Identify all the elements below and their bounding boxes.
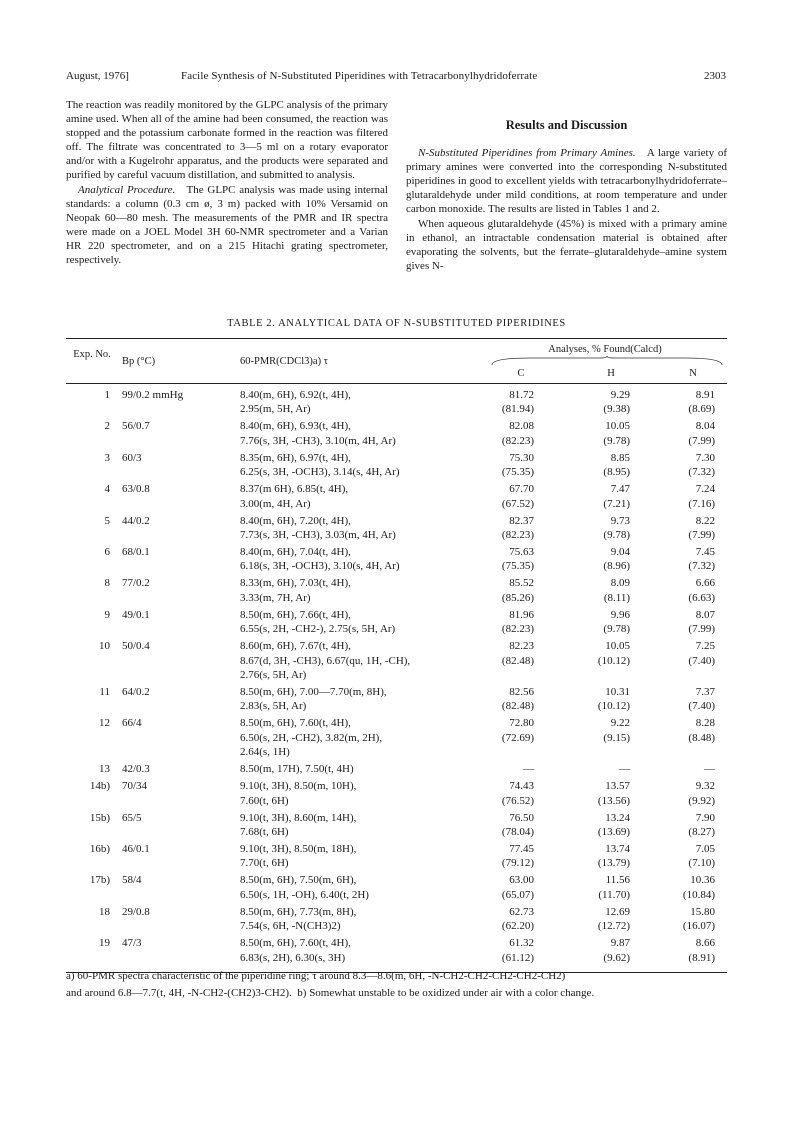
table-row (66, 482, 727, 511)
cell-pmr: 9.10(t, 3H), 8.50(m, 18H), 7.70(t, 6H) (240, 843, 357, 870)
cell-exp-no: 12 (99, 717, 110, 730)
table-row (66, 762, 727, 776)
cell-bp: 68/0.1 (122, 546, 150, 558)
cell-pmr: 8.50(m, 6H), 7.50(m, 6H), 6.50(s, 1H, -OH), 6.40(t, 2H) (240, 874, 369, 901)
paragraph-title: Analytical Procedure. (78, 183, 176, 196)
cell-bp: 70/34 (122, 780, 148, 793)
cell-c: 82.37 (82.23) (501, 514, 534, 541)
cell-h: 9.96 (9.78) (603, 608, 630, 636)
cell-n: 7.90 (8.27) (688, 811, 715, 838)
cell-n: 8.07 (7.99) (688, 608, 715, 636)
cell-bp: 60/3 (122, 451, 142, 464)
cell-pmr: 8.40(m, 6H), 7.04(t, 4H), 6.18(s, 3H, -OCH3), 3.10(s, 4H, Ar) (240, 546, 400, 573)
cell-pmr: 8.40(m, 6H), 6.93(t, 4H), 7.76(s, 3H, -CH3), 3.10(m, 4H, Ar) (240, 420, 396, 447)
table-row (66, 639, 727, 682)
paragraph-title: N-Substituted Piperidines from Primary Amines. (418, 147, 636, 160)
cell-n: 8.28 (8.48) (688, 717, 715, 744)
cell-pmr: 9.10(t, 3H), 8.60(m, 14H), 7.68(t, 6H) (240, 811, 357, 838)
section-heading: Results and Discussion (505, 118, 628, 132)
cell-bp: 49/0.1 (122, 608, 150, 621)
cell-h: 13.24 (13.69) (597, 811, 630, 838)
cell-bp: 56/0.7 (122, 420, 150, 433)
cell-exp-no: 19 (99, 937, 110, 950)
cell-n: 8.22 (7.99) (688, 514, 715, 541)
cell-bp: 46/0.1 (122, 843, 150, 855)
cell-n: 15.80 (16.07) (682, 905, 715, 933)
cell-exp-no: 9 (104, 608, 110, 621)
footnote-a-continued (66, 985, 727, 1002)
cell-pmr: 8.50(m, 6H), 7.00—7.70(m, 8H), 2.83(s, 5H, Ar) (240, 686, 387, 713)
cell-bp: 63/0.8 (122, 483, 150, 496)
cell-h: 8.85 (8.95) (603, 451, 630, 479)
paragraph-text: A large variety of primary amines were converted into the corresponding N-substituted piperidines in good to excellent yields with tetracarbonylhydridoferrate–glutaraldehyde under mild conditions, at room temperature and under carbon monoxide. The results are listed in Tables 1 and 2. (406, 147, 727, 216)
cell-bp: 47/3 (122, 937, 142, 950)
cell-n: 8.66 (8.91) (688, 937, 715, 964)
cell-bp: 65/5 (122, 811, 142, 824)
cell-exp-no: 3 (104, 451, 110, 464)
cell-c: 77.45 (79.12) (501, 843, 534, 870)
cell-c: 85.52 (85.26) (501, 577, 534, 604)
cell-exp-no: 17b) (89, 874, 110, 887)
cell-bp: 77/0.2 (122, 577, 150, 590)
cell-exp-no: 6 (104, 546, 110, 558)
table-caption: TABLE 2. ANALYTICAL DATA OF N-SUBSTITUTED PIPERIDINES (227, 318, 566, 329)
cell-bp: 64/0.2 (122, 686, 150, 698)
table-row (66, 905, 727, 934)
header-n: N (689, 368, 697, 379)
paragraph-text: The GLPC analysis was made using internal standards: a column (0.3 cm ø, 3 m) packed with 10% Versamid on Neopak 60—80 mesh. The measurements of the PMR and IR spectra were made on a JOEL Model 3H 60-NMR spectrometer and a Varian HR 220 spectrometer, and on a 215 Hitachi grating spectrometer, respectively. (66, 183, 388, 267)
footnote-b: b) Somewhat unstable to be oxidized under air with a color change. (297, 987, 595, 999)
cell-c: 82.56 (82.48) (501, 686, 534, 713)
cell-c: 81.72 (81.94) (501, 389, 534, 416)
cell-n: 7.45 (7.32) (688, 546, 715, 573)
cell-h: 10.31 (10.12) (597, 686, 630, 713)
cell-c: 67.70 (67.52) (501, 483, 534, 510)
paragraph-primary-amines (406, 146, 727, 216)
cell-exp-no: 13 (99, 763, 110, 776)
cell-h: 10.05 (10.12) (597, 640, 630, 667)
cell-pmr: 8.40(m, 6H), 7.20(t, 4H), 7.73(s, 3H, -CH3), 3.03(m, 4H, Ar) (240, 514, 396, 541)
cell-h: 9.22 (9.15) (603, 717, 630, 744)
cell-h: 9.29 (9.38) (603, 389, 630, 416)
paragraph-glutaraldehyde: When aqueous glutaraldehyde (45%) is mixed with a primary amine in ethanol, an intractable condensation material is obtained after evaporating the solvents, but the ferrate–glutaraldehyde–amine system gives N- (406, 217, 727, 272)
cell-c: 75.63 (75.35) (501, 546, 534, 573)
table-row (66, 936, 727, 965)
footnote-a-text: and around 6.8—7.7(t, 4H, -N-CH2-(CH2)3-CH2). (66, 987, 292, 999)
cell-h: 9.73 (9.78) (603, 514, 630, 541)
table-row (66, 811, 727, 840)
running-title: Facile Synthesis of N-Substituted Piperidines with Tetracarbonylhydridoferrate (181, 70, 538, 82)
cell-bp: 44/0.2 (122, 514, 150, 527)
table-row (66, 779, 727, 808)
cell-exp-no: 11 (99, 686, 110, 698)
running-head (66, 70, 726, 86)
table-row (66, 716, 727, 759)
header-c: C (517, 368, 525, 379)
cell-pmr: 8.60(m, 6H), 7.67(t, 4H), 8.67(d, 3H, -CH3), 6.67(qu, 1H, -CH), 2.76(s, 5H, Ar) (240, 640, 411, 681)
table-row (66, 576, 727, 605)
cell-pmr: 8.50(m, 6H), 7.66(t, 4H), 6.55(s, 2H, -CH2-), 2.75(s, 5H, Ar) (240, 608, 396, 636)
cell-n: 10.36 (10.84) (682, 874, 715, 901)
table-row (66, 685, 727, 714)
cell-exp-no: 8 (104, 577, 110, 590)
page-number: 2303 (704, 70, 726, 82)
cell-bp: 66/4 (122, 717, 142, 730)
cell-bp: 50/0.4 (122, 640, 150, 653)
cell-bp: 99/0.2 mmHg (122, 389, 184, 401)
cell-c: 81.96 (82.23) (501, 608, 534, 636)
cell-h: 9.87 (9.62) (603, 937, 630, 964)
cell-exp-no: 5 (104, 514, 110, 527)
cell-c: — (523, 763, 534, 776)
cell-h: 11.56 (11.70) (598, 874, 630, 901)
header-brace (490, 356, 724, 366)
cell-h: 13.57 (13.56) (597, 780, 630, 807)
cell-c: 82.23 (82.48) (501, 640, 534, 667)
table-row (66, 842, 727, 871)
cell-h: — (619, 763, 630, 776)
table-row (66, 451, 727, 480)
cell-c: 82.08 (82.23) (501, 420, 534, 447)
header-analyses: Analyses, % Found(Calcd) (548, 344, 662, 355)
table-row (66, 388, 727, 417)
cell-pmr: 9.10(t, 3H), 8.50(m, 10H), 7.60(t, 6H) (240, 780, 357, 807)
cell-n: 9.32 (9.92) (688, 780, 715, 807)
cell-n: 7.37 (7.40) (688, 686, 715, 713)
cell-c: 75.30 (75.35) (501, 451, 534, 479)
cell-n: 7.25 (7.40) (688, 640, 715, 667)
cell-n: 7.24 (7.16) (688, 483, 715, 510)
cell-pmr: 8.35(m, 6H), 6.97(t, 4H), 6.25(s, 3H, -OCH3), 3.14(s, 4H, Ar) (240, 451, 400, 479)
cell-pmr: 8.37(m 6H), 6.85(t, 4H), 3.00(m, 4H, Ar) (240, 483, 349, 510)
cell-bp: 58/4 (122, 874, 142, 887)
header-bp: Bp (°C) (122, 356, 156, 367)
table-row (66, 873, 727, 902)
cell-n: 8.04 (7.99) (688, 420, 715, 447)
cell-exp-no: 15b) (89, 811, 110, 824)
left-column (66, 98, 388, 267)
cell-h: 8.09 (8.11) (603, 577, 630, 604)
cell-h: 12.69 (12.72) (597, 905, 630, 933)
cell-exp-no: 2 (104, 420, 110, 433)
table-top-rule (66, 338, 727, 339)
cell-bp: 29/0.8 (122, 905, 150, 918)
cell-n: 7.05 (7.10) (688, 843, 715, 870)
issue-date: August, 1976] (66, 70, 129, 82)
table-row (66, 608, 727, 637)
cell-n: 7.30 (7.32) (688, 451, 715, 479)
cell-c: 63.00 (65.07) (501, 874, 534, 901)
cell-exp-no: 16b) (89, 843, 110, 855)
cell-pmr: 8.40(m, 6H), 6.92(t, 4H), 2.95(m, 5H, Ar) (240, 389, 351, 416)
cell-c: 76.50 (78.04) (501, 811, 534, 838)
cell-pmr: 8.50(m, 17H), 7.50(t, 4H) (240, 763, 354, 776)
table-header-rule (66, 383, 727, 384)
footnote-a: a) 60-PMR spectra characteristic of the piperidine ring; τ around 8.3—8.6(m, 6H, -N-CH2-CH2-CH2-CH2-CH2) (66, 970, 566, 982)
cell-h: 7.47 (7.21) (603, 483, 630, 510)
header-pmr: 60-PMR(CDCl3)a) τ (240, 356, 328, 367)
cell-n: 6.66 (6.63) (688, 577, 715, 604)
table-row (66, 514, 727, 543)
header-exp-no: Exp. No. (73, 349, 111, 360)
cell-c: 61.32 (61.12) (501, 937, 534, 964)
cell-bp: 42/0.3 (122, 763, 150, 776)
cell-c: 74.43 (76.52) (501, 780, 534, 807)
header-h: H (607, 368, 615, 379)
right-column (406, 98, 727, 273)
paragraph-analytical (66, 183, 388, 268)
cell-pmr: 8.33(m, 6H), 7.03(t, 4H), 3.33(m, 7H, Ar) (240, 577, 351, 604)
cell-exp-no: 10 (99, 640, 110, 653)
cell-c: 72.80 (72.69) (501, 717, 534, 744)
cell-n: — (704, 763, 715, 776)
cell-exp-no: 1 (104, 389, 110, 401)
table-footnotes (66, 968, 727, 1002)
table-row (66, 545, 727, 574)
cell-h: 9.04 (8.96) (603, 546, 630, 573)
cell-c: 62.73 (62.20) (501, 905, 534, 933)
paragraph-workup: The reaction was readily monitored by the GLPC analysis of the primary amine used. When all of the amine had been consumed, the reaction was stopped and the potassium carbonate formed in the reaction was filtered off. The filtrate was concentrated to 3—5 ml on a rotary evaporator and/or with a Kugelrohr apparatus, and the products were separated and purified by careful vacuum distillation, and submitted to analysis. (66, 99, 388, 182)
cell-h: 13.74 (13.79) (597, 843, 630, 870)
cell-pmr: 8.50(m, 6H), 7.60(t, 4H), 6.83(s, 2H), 6.30(s, 3H) (240, 937, 351, 964)
cell-exp-no: 18 (99, 905, 110, 918)
table-row (66, 419, 727, 448)
cell-h: 10.05 (9.78) (603, 420, 630, 447)
cell-exp-no: 14b) (89, 780, 110, 793)
cell-pmr: 8.50(m, 6H), 7.73(m, 8H), 7.54(s, 6H, -N(CH3)2) (240, 905, 357, 933)
cell-n: 8.91 (8.69) (688, 389, 715, 416)
cell-pmr: 8.50(m, 6H), 7.60(t, 4H), 6.50(s, 2H, -CH2), 3.82(m, 2H), 2.64(s, 1H) (240, 717, 383, 759)
cell-exp-no: 4 (104, 483, 110, 496)
